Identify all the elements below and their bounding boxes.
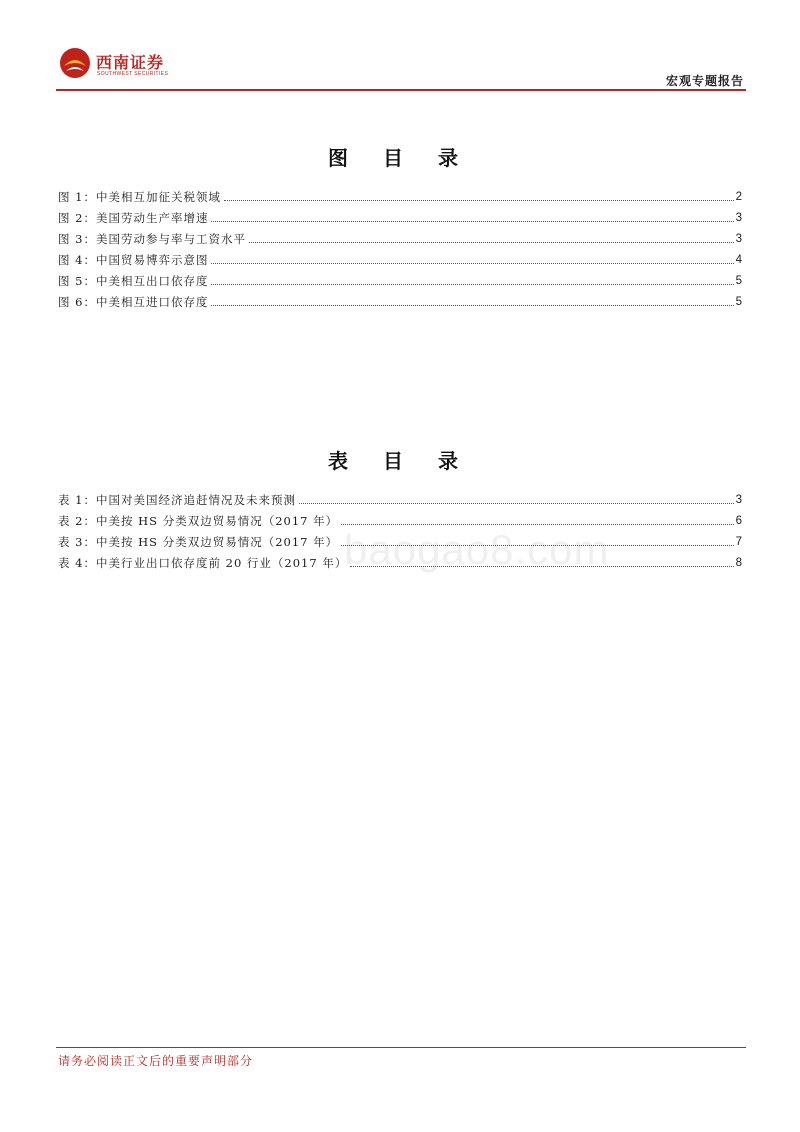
toc-entry-page: 8 (735, 557, 742, 569)
toc-entry-page: 5 (735, 275, 742, 287)
toc-entry-page: 5 (735, 296, 742, 308)
footer-disclaimer: 请务必阅读正文后的重要声明部分 (58, 1054, 254, 1068)
toc-entry-page: 4 (735, 254, 742, 266)
toc-dot-leader (249, 241, 734, 243)
brand-logo (58, 46, 198, 86)
toc-dot-leader (211, 262, 733, 264)
toc-entry-label: 图 3：美国劳动参与率与工资水平 (58, 232, 246, 246)
figures-toc-title: 图 目 录 (328, 146, 472, 170)
toc-entry-label: 图 1：中美相互加征关税领域 (58, 190, 221, 204)
toc-dot-leader (211, 304, 733, 306)
toc-entry-page: 7 (735, 536, 742, 548)
toc-dot-leader (299, 502, 734, 504)
report-type-label: 宏观专题报告 (665, 74, 744, 88)
brand-logo-icon (58, 46, 92, 80)
page-header (0, 0, 800, 92)
toc-entry[interactable] (58, 247, 742, 268)
toc-entry[interactable] (58, 226, 742, 247)
toc-dot-leader (224, 199, 734, 201)
toc-entry-label: 图 4：中国贸易博弈示意图 (58, 253, 209, 267)
toc-entry[interactable] (58, 487, 742, 508)
footer-divider (56, 1047, 746, 1048)
toc-entry-page: 6 (735, 515, 742, 527)
toc-entry-label: 图 5：中美相互出口依存度 (58, 274, 209, 288)
toc-entry[interactable] (58, 268, 742, 289)
toc-dot-leader (211, 283, 733, 285)
toc-entry-label: 图 2：美国劳动生产率增速 (58, 211, 209, 225)
toc-dot-leader (211, 220, 733, 222)
tables-toc-title: 表 目 录 (328, 449, 472, 473)
toc-entry-label: 表 2：中美按 HS 分类双边贸易情况（2017 年） (58, 514, 339, 528)
watermark: baogao8.com (344, 526, 610, 573)
toc-entry[interactable] (58, 205, 742, 226)
toc-entry-page: 3 (735, 494, 742, 506)
toc-entry-label: 图 6：中美相互进口依存度 (58, 295, 209, 309)
brand-name-en: SOUTHWEST SECURITIES (97, 71, 169, 77)
toc-entry[interactable] (58, 184, 742, 205)
toc-entry-page: 2 (735, 191, 742, 203)
toc-entry[interactable] (58, 289, 742, 310)
brand-name-cn: 西南证券 (96, 53, 165, 72)
toc-entry-label: 表 3：中美按 HS 分类双边贸易情况（2017 年） (58, 535, 339, 549)
toc-entry-page: 3 (735, 233, 742, 245)
toc-entry-label: 表 1：中国对美国经济追赶情况及未来预测 (58, 493, 296, 507)
toc-dot-leader (341, 523, 733, 525)
toc-entry-page: 3 (735, 212, 742, 224)
figures-toc-list (58, 184, 742, 310)
toc-entry-label: 表 4：中美行业出口依存度前 20 行业（2017 年） (58, 556, 348, 570)
header-divider (56, 89, 746, 91)
